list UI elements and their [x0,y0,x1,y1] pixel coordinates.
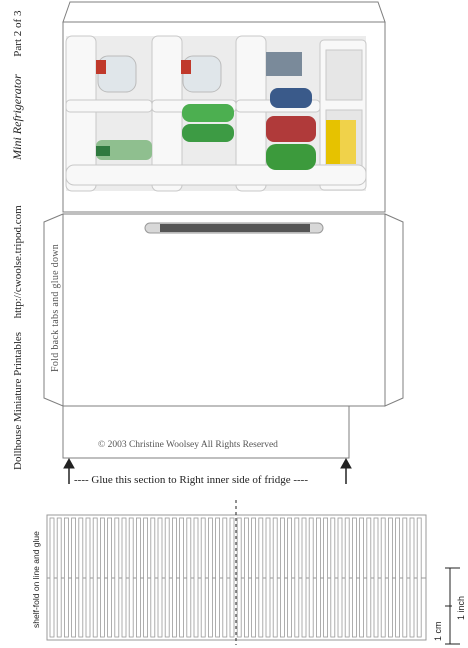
shelf-bar [367,518,371,637]
shelf-bar [129,518,133,637]
shelf-bar [151,518,155,637]
shelf-bar [396,518,400,637]
shelf-bar [122,518,126,637]
shelf-bar [302,518,306,637]
glue-instruction: ---- Glue this section to Right inner side of fridge ---- [74,474,308,486]
shelf-bar [316,518,320,637]
shelf-bar [345,518,349,637]
shelf-bar [381,518,385,637]
shelf-bar [338,518,342,637]
shelf-bar [259,518,263,637]
shelf-bar [201,518,205,637]
shelf-bar [223,518,227,637]
shelf-bar [237,518,241,637]
shelf-bar [417,518,421,637]
shelf-bar [172,518,176,637]
copyright-text: © 2003 Christine Woolsey All Rights Reserved [98,440,278,450]
shelf-bar [165,518,169,637]
shelf-bar [115,518,119,637]
shelf-bar [79,518,83,637]
shelf-bar [180,518,184,637]
shelf-bar [352,518,356,637]
shelf-bar [108,518,112,637]
url-text: http://cwoolse.tripod.com [12,205,24,319]
shelf-bar [158,518,162,637]
shelf-bar [216,518,220,637]
tab-instruction: Fold back tabs and glue down [50,243,61,372]
shelf-bar [136,518,140,637]
top-tab [63,2,385,22]
shelf-bar [410,518,414,637]
door-front-panel [63,214,385,406]
part-label: Part 2 of 3 [12,10,24,57]
shelf-bar [295,518,299,637]
brand-text: Dollhouse Miniature Printables [12,331,24,470]
scale-inch-label: 1 inch [456,595,466,620]
shelf-bar [208,518,212,637]
shelf-bar [230,518,234,637]
shelf-bar [187,518,191,637]
shelf-bar [324,518,328,637]
shelf-bar [403,518,407,637]
shelf-bar [144,518,148,637]
scale-cm-label: 1 cm [433,621,443,641]
shelf-bar [86,518,90,637]
shelf-bar [331,518,335,637]
shelf-bar [273,518,277,637]
shelf-bar [72,518,76,637]
shelf-instruction: shelf-fold on line and glue [31,531,41,628]
shelf-bar [388,518,392,637]
shelf-bar [50,518,54,637]
right-side-tab [385,214,403,406]
glue-section [63,406,349,458]
shelf-bar [252,518,256,637]
model-name: Mini Refrigerator [10,74,24,160]
shelf-bar [309,518,313,637]
shelf-bar [288,518,292,637]
shelf-bar [280,518,284,637]
shelf-bar [100,518,104,637]
shelf-bar [194,518,198,637]
shelf-bar [374,518,378,637]
shelf-bar [64,518,68,637]
shelf-bar [93,518,97,637]
shelf-bar [360,518,364,637]
shelf-bar [266,518,270,637]
door-handle [145,223,323,233]
shelf-bar [57,518,61,637]
shelf-bar [244,518,248,637]
